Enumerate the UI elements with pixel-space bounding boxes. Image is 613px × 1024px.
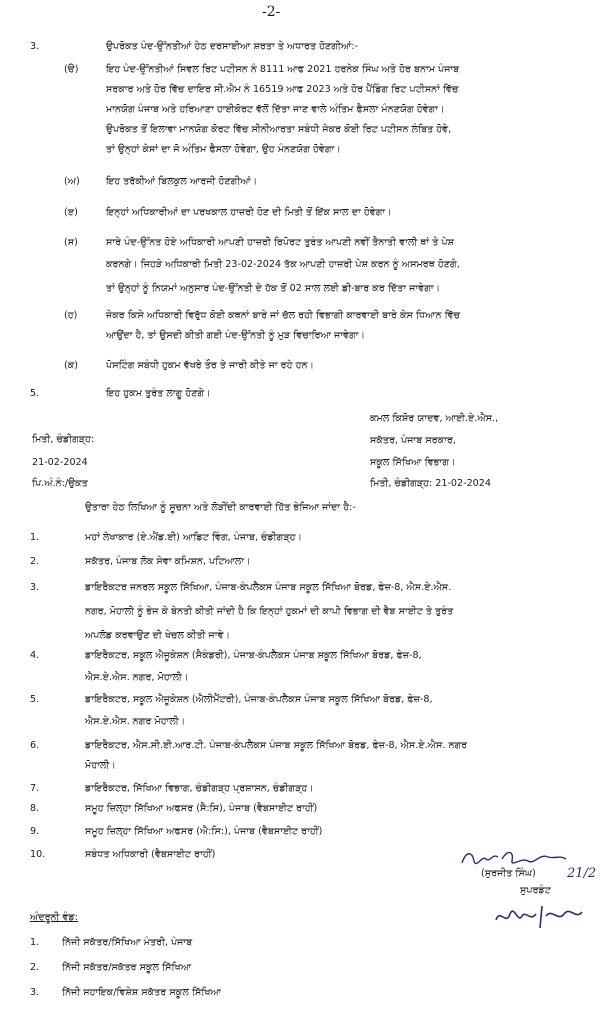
list-item-text: ਮਹਾਂ ਲੇਖਾਕਾਰ (ਏ.ਐਂਡ.ਈ) ਆਡਿਟ ਵਿੰਗ, ਪੰਜਾਬ, ਚੰਡੀਗੜ੍ਹ। xyxy=(85,532,302,543)
list-item-text: ਨਿੱਜੀ ਸਕੱਤਰ/ਸਕੱਤਰ ਸਕੂਲ ਸਿੱਖਿਆ xyxy=(62,962,192,973)
list-item-text: ਮੋਹਾਲੀ। xyxy=(85,760,116,771)
section-5-text: ਇਹ ਹੁਕਮ ਤੁਰੰਤ ਲਾਗੂ ਹੋਣਗੇ। xyxy=(106,388,211,399)
list-item-number: 4. xyxy=(30,650,40,661)
condition-f-text: ਪੋਸਟਿੰਗ ਸਬੰਧੀ ਹੁਕਮ ਵੱਖਰੇ ਤੌਰ ਤੇ ਜਾਰੀ ਕੀਤੇ ਜਾ ਰਹੇ ਹਨ। xyxy=(106,360,314,371)
copy-forwarding-intro: ਉਤਾਰਾ ਹੇਠ ਲਿਖਿਆ ਨੂੰ ਸੂਚਨਾ ਅਤੇ ਲੋੜੀਂਦੀ ਕਾਰਵਾਈ ਹਿੱਤ ਭੇਜਿਆ ਜਾਂਦਾ ਹੈ:- xyxy=(85,502,356,513)
list-item-number: 7. xyxy=(30,783,40,794)
condition-a-line: ਇਹ ਪੰਦ-ਉੱਨਤੀਆਂ ਸਿਵਲ ਰਿਟ ਪਟੀਸਨ ਨੰ 8111 ਆਫ 2021 ਹਰਨੇਕ ਸਿੰਘ ਅਤੇ ਹੋਰ ਬਨਾਮ ਪੰਜਾਬ xyxy=(106,64,460,75)
superintendent-name: (ਸੁਰਜੀਤ ਸਿੰਘ) xyxy=(481,868,536,879)
order-date: 21-02-2024 xyxy=(32,457,88,468)
signatory-name: ਕਮਲ ਕਿਸ਼ੋਰ ਯਾਦਵ, ਆਈ.ਏ.ਐਸ., xyxy=(370,413,499,424)
condition-c-text: ਇਨ੍ਹਾਂ ਅਧਿਕਾਰੀਆਂ ਦਾ ਪਰਖਕਾਲ ਹਾਜ਼ਰੀ ਹੋਣ ਦੀ ਮਿਤੀ ਤੋਂ ਇੱਕ ਸਾਲ ਦਾ ਹੋਵੇਗਾ। xyxy=(106,207,392,218)
list-item-number: 3. xyxy=(30,987,40,998)
list-item-number: 9. xyxy=(30,826,40,837)
initials-signature xyxy=(492,900,592,934)
signatory-designation: ਸਕੱਤਰ, ਪੰਜਾਬ ਸਰਕਾਰ, xyxy=(370,435,456,446)
list-item-text: ਐਸ.ਏ.ਐਸ. ਨਗਰ ਮੋਹਾਲੀ। xyxy=(85,716,186,727)
condition-d-line: ਕਰਨਗੇ। ਜਿਹੜੇ ਅਧਿਕਾਰੀ ਮਿਤੀ 23-02-2024 ਤੱਕ ਆਪਣੀ ਹਾਜ਼ਰੀ ਪੇਸ਼ ਕਰਨ ਨੂੰ ਅਸਮਰਥ ਹੋਣਗੇ, xyxy=(106,259,460,270)
list-item-text: ਸਕੱਤਰ, ਪੰਜਾਬ ਲੋਕ ਸੇਵਾ ਕਮਿਸ਼ਨ, ਪਟਿਆਲਾ। xyxy=(85,556,251,567)
list-item-text: ਸਮੂਹ ਜ਼ਿਲ੍ਹਾ ਸਿੱਖਿਆ ਅਫਸਰ (ਸੈ:ਸਿ), ਪੰਜਾਬ (ਵੈਬਸਾਈਟ ਰਾਹੀਂ) xyxy=(85,803,318,814)
signature-date: 21/2 xyxy=(567,866,597,881)
list-item-text: ਨਗਰ, ਮੋਹਾਲੀ ਨੂੰ ਭੇਜ ਕੇ ਬੇਨਤੀ ਕੀਤੀ ਜਾਂਦੀ ਹੈ ਕਿ ਇਨ੍ਹਾਂ ਹੁਕਮਾਂ ਦੀ ਕਾਪੀ ਵਿਭਾਗ ਦੀ ਵੈਬ ਸਾਈਟ ਤੇ ਤੁਰੰਤ xyxy=(85,606,454,617)
condition-d-line: ਤਾਂ ਉਨ੍ਹਾਂ ਨੂੰ ਨਿਯਮਾਂ ਅਨੁਸਾਰ ਪੰਦ-ਉੱਨਤੀ ਦੇ ਹੱਕ ਤੋਂ 02 ਸਾਲ ਲਈ ਡੀ-ਬਾਰ ਕਰ ਦਿੱਤਾ ਜਾਵੇਗਾ। xyxy=(106,283,441,294)
list-item-number: 6. xyxy=(30,740,40,751)
list-item-text: ਡਾਇਰੈਕਟਰ ਜਨਰਲ ਸਕੂਲ ਸਿੱਖਿਆ, ਪੰਜਾਬ-ਕੰਪਲੈਕਸ ਪੰਜਾਬ ਸਕੂਲ ਸਿੱਖਿਆ ਬੋਰਡ, ਫੇਜ਼-8, ਐਸ.ਏ.ਐਸ. xyxy=(85,582,452,593)
list-item-text: ਐਸ.ਏ.ਐਸ. ਨਗਰ, ਮੋਹਾਲੀ। xyxy=(85,672,189,683)
list-item-text: ਡਾਇਰੈਕਟਰ, ਸਿੱਖਿਆ ਵਿਭਾਗ, ਚੰਡੀਗੜ੍ਹ ਪ੍ਰਸ਼ਾਸਨ, ਚੰਡੀਗੜ੍ਹ। xyxy=(85,783,314,794)
condition-e-line: ਆਉਂਦਾ ਹੈ, ਤਾਂ ਉਸਦੀ ਕੀਤੀ ਗਈ ਪੰਦ-ਉੱਨਤੀ ਨੂੰ ਮੁੜ ਵਿਚਾਰਿਆ ਜਾਵੇਗਾ। xyxy=(106,330,365,341)
list-item-number: 8. xyxy=(30,803,40,814)
condition-a-label: (ੳ) xyxy=(64,64,79,75)
condition-b-text: ਇਹ ਤਰੱਕੀਆਂ ਬਿਲਕੁਲ ਆਰਜੀ ਹੋਣਗੀਆਂ। xyxy=(106,176,258,187)
list-item-text: ਡਾਇਰੈਕਟਰ, ਸਕੂਲ ਐਜੂਕੇਸ਼ਨ (ਐਲੀਮੈਂਟਰੀ), ਪੰਜਾਬ-ਕੰਪਲੈਕਸ ਪੰਜਾਬ ਸਕੂਲ ਸਿੱਖਿਆ ਬੋਰਡ, ਫੇਜ਼-8, xyxy=(85,694,433,705)
list-item-number: 2. xyxy=(30,556,40,567)
list-item-number: 3. xyxy=(30,582,40,593)
list-item-number: 2. xyxy=(30,962,40,973)
condition-a-line: ਉਪਰੋਕਤ ਤੋਂ ਇਲਾਵਾ ਮਾਨਯੋਗ ਕੋਰਟ ਵਿੱਚ ਸੀਨੀਆਰਤਾ ਸਬੰਧੀ ਜੇਕਰ ਕੋਈ ਰਿਟ ਪਟੀਸਨ ਲੰਬਿਤ ਹੋਵੇ, xyxy=(106,124,452,135)
condition-d-label: (ਸ) xyxy=(64,237,78,248)
list-item-text: ਡਾਇਰੈਕਟਰ, ਸਕੂਲ ਐਜੂਕੇਸ਼ਨ (ਸੈਕੰਡਰੀ), ਪੰਜਾਬ-ਕੰਪਲੈਕਸ ਪੰਜਾਬ ਸਕੂਲ ਸਿੱਖਿਆ ਬੋਰਡ, ਫੇਜ਼-8, xyxy=(85,650,422,661)
list-item-number: 1. xyxy=(30,532,40,543)
signatory-department: ਸਕੂਲ ਸਿੱਖਿਆ ਵਿਭਾਗ। xyxy=(370,457,456,468)
condition-f-label: (ਕ) xyxy=(64,360,79,371)
list-item-number: 1. xyxy=(30,937,40,948)
internal-distribution-heading: ਅੰਦਰੂਨੀ ਵੰਡ: xyxy=(30,912,78,923)
list-item-text: ਨਿੱਜੀ ਸਕੱਤਰ/ਸਿੱਖਿਆ ਮੰਤਰੀ, ਪੰਜਾਬ xyxy=(62,937,193,948)
list-item-number: 10. xyxy=(30,849,46,860)
endorsement-date: ਮਿਤੀ, ਚੰਡੀਗੜ੍ਹ: 21-02-2024 xyxy=(370,478,491,489)
condition-a-line: ਮਾਨਯੋਗ ਪੰਜਾਬ ਅਤੇ ਹਰਿਆਣਾ ਹਾਈਕੋਰਟ ਵੱਲੋਂ ਦਿੱਤਾ ਜਾਣ ਵਾਲੇ ਅੰਤਿਮ ਫੈਸਲਾ ਮੰਨਣਯੋਗ ਹੋਵੇਗਾ। xyxy=(106,104,445,115)
list-item-text: ਡਾਇਰੈਕਟਰ, ਐਸ.ਸੀ.ਈ.ਆਰ.ਟੀ. ਪੰਜਾਬ-ਕੰਪਲੈਕਸ ਪੰਜਾਬ ਸਕੂਲ ਸਿੱਖਿਆ ਬੋਰਡ, ਫੇਜ਼-8, ਐਸ.ਏ.ਐਸ. ਨਗਰ xyxy=(85,740,468,751)
condition-b-label: (ਅ) xyxy=(64,176,80,187)
endorsement-number: ਪਿ.ਅੰ.ਨੰ:/ਉਕਤ xyxy=(32,478,88,489)
order-date-label: ਮਿਤੀ, ਚੰਡੀਗੜ੍ਹ: xyxy=(32,434,95,445)
superintendent-title: ਸੁਪਰਡੰਟ xyxy=(520,885,551,896)
page-number: -2- xyxy=(262,4,281,20)
list-item-text: ਸਬੰਧਤ ਅਧਿਕਾਰੀ (ਵੈਬਸਾਈਟ ਰਾਹੀਂ) xyxy=(85,849,216,860)
condition-d-line: ਸਾਰੇ ਪੰਦ-ਉੱਨਤ ਹੋਏ ਅਧਿਕਾਰੀ ਆਪਣੀ ਹਾਜ਼ਰੀ ਰਿਪੋਰਟ ਤੁਰੰਤ ਆਪਣੀ ਨਵੀਂ ਤੈਨਾਤੀ ਵਾਲੀ ਥਾਂ ਤੇ ਪੇਸ਼ xyxy=(106,237,455,248)
condition-e-line: ਜੇਕਰ ਕਿਸੇ ਅਧਿਕਾਰੀ ਵਿਰੁੱਧ ਕੋਈ ਕਥਨਾਂ ਬਾਰੇ ਜਾਂ ਚੱਲ ਰਹੀ ਵਿਭਾਗੀ ਕਾਰਵਾਈ ਬਾਰੇ ਕੇਸ ਧਿਆਨ ਵਿੱਚ xyxy=(106,310,461,321)
condition-a-line: ਸਰਕਾਰ ਅਤੇ ਹੋਰ ਵਿੱਚ ਦਾਇਰ ਸੀ.ਐਮ ਨੰ 16519 ਆਫ 2023 ਅਤੇ ਹੋਰ ਪੈਂਡਿੰਗ ਰਿਟ ਪਟੀਸਨਾਂ ਵਿੱਚ xyxy=(106,84,459,95)
condition-e-label: (ਹ) xyxy=(64,310,78,321)
list-item-text: ਅਪਲੋਡ ਕਰਵਾਉਣ ਦੀ ਖੇਚਲ ਕੀਤੀ ਜਾਵੇ। xyxy=(85,630,231,641)
section-3-number: 3. xyxy=(30,41,40,52)
condition-a-line: ਤਾਂ ਉਨ੍ਹਾਂ ਕੇਸਾਂ ਦਾ ਜੋ ਅੰਤਿਮ ਫੈਸਲਾ ਹੋਵੇਗਾ, ਉਹ ਮੰਨਣਯੋਗ ਹੋਵੇਗਾ। xyxy=(106,144,341,155)
condition-c-label: (ੲ) xyxy=(64,207,78,218)
list-item-number: 5. xyxy=(30,694,40,705)
section-5-number: 5. xyxy=(30,388,40,399)
list-item-text: ਸਮੂਹ ਜ਼ਿਲ੍ਹਾ ਸਿੱਖਿਆ ਅਫਸਰ (ਐ:ਸਿ:), ਪੰਜਾਬ (ਵੈਬਸਾਈਟ ਰਾਹੀਂ) xyxy=(85,826,323,837)
list-item-text: ਨਿੱਜੀ ਸਹਾਇਕ/ਵਿਸ਼ੇਸ਼ ਸਕੱਤਰ ਸਕੂਲ ਸਿੱਖਿਆ xyxy=(62,987,221,998)
conditions-heading: ਉਪਰੋਕਤ ਪੰਦ-ਉੱਨਤੀਆਂ ਹੇਠ ਦਰਸਾਈਆ ਸ਼ਰਤਾ ਤੇ ਅਧਾਰਤ ਹੋਣਗੀਆਂ:- xyxy=(106,41,359,52)
